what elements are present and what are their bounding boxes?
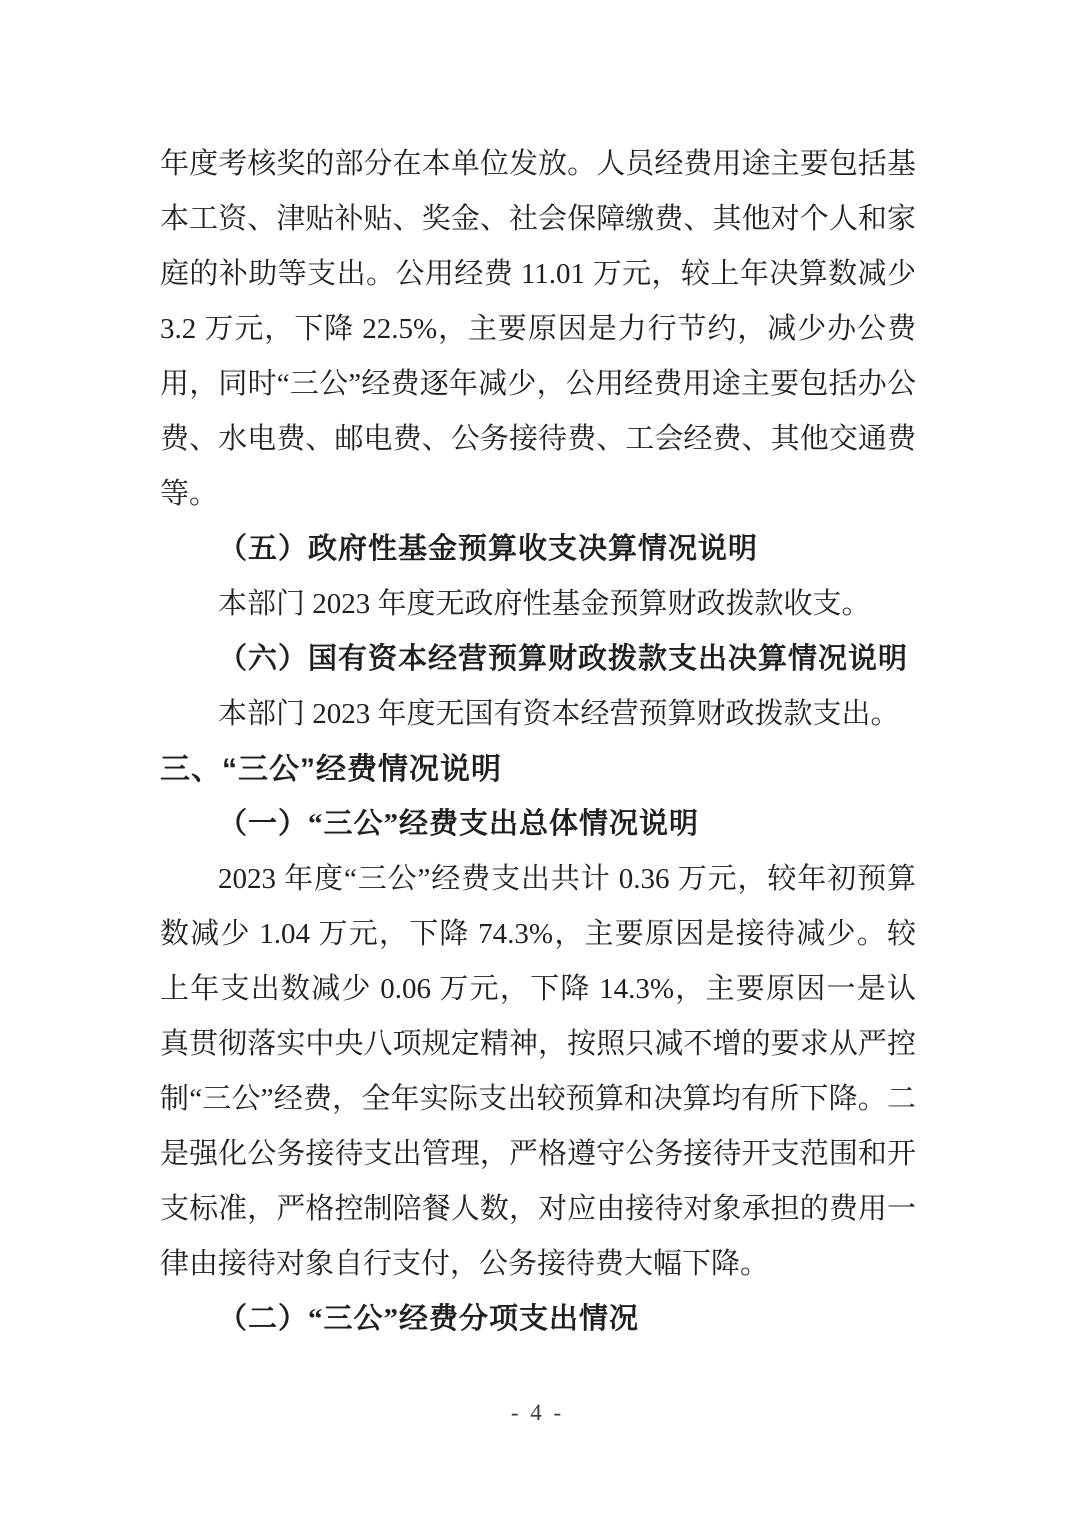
heading-part3-sub2: （二）“三公”经费分项支出情况 bbox=[218, 1303, 640, 1335]
section6-paragraph: 本部门 2023 年度无国有资本经营预算财政拨款支出。 bbox=[218, 698, 900, 730]
document-body bbox=[160, 137, 916, 1347]
page-number: - 4 - bbox=[510, 1400, 565, 1425]
heading-section6: （六）国有资本经营预算财政拨款支出决算情况说明 bbox=[218, 643, 909, 675]
section5-paragraph: 本部门 2023 年度无政府性基金预算财政拨款收支。 bbox=[218, 588, 871, 620]
heading-section5: （五）政府性基金预算收支决算情况说明 bbox=[218, 533, 759, 565]
carryover-paragraph: 年度考核奖的部分在本单位发放。人员经费用途主要包括基本工资、津贴补贴、奖金、社会保障缴费、其他对个人和家庭的补助等支出。公用经费 11.01 万元，较上年决算数减少 3.2 万元，下降 22.5%，主要原因是力行节约，减少办公费用，同时“三公”经费逐年减少，公用经费用途主要包括办公费、水电费、邮电费、公务接待费、工会经费、其他交通费等。 bbox=[160, 148, 916, 510]
heading-part3-sub1: （一）“三公”经费支出总体情况说明 bbox=[218, 808, 700, 840]
heading-part3: 三、“三公”经费情况说明 bbox=[160, 753, 502, 786]
part3-sub1-paragraph: 2023 年度“三公”经费支出共计 0.36 万元，较年初预算数减少 1.04 万元，下降 74.3%，主要原因是接待减少。较上年支出数减少 0.06 万元，下降 14.3%，主要原因一是认真贯彻落实中央八项规定精神，按照只减不增的要求从严控制“三公”经费，全年实际支出较预算和决算均有所下降。二是强化公务接待支出管理，严格遵守公务接待开支范围和开支标准，严格控制陪餐人数，对应由接待对象承担的费用一律由接待对象自行支付，公务接待费大幅下降。 bbox=[160, 863, 916, 1280]
